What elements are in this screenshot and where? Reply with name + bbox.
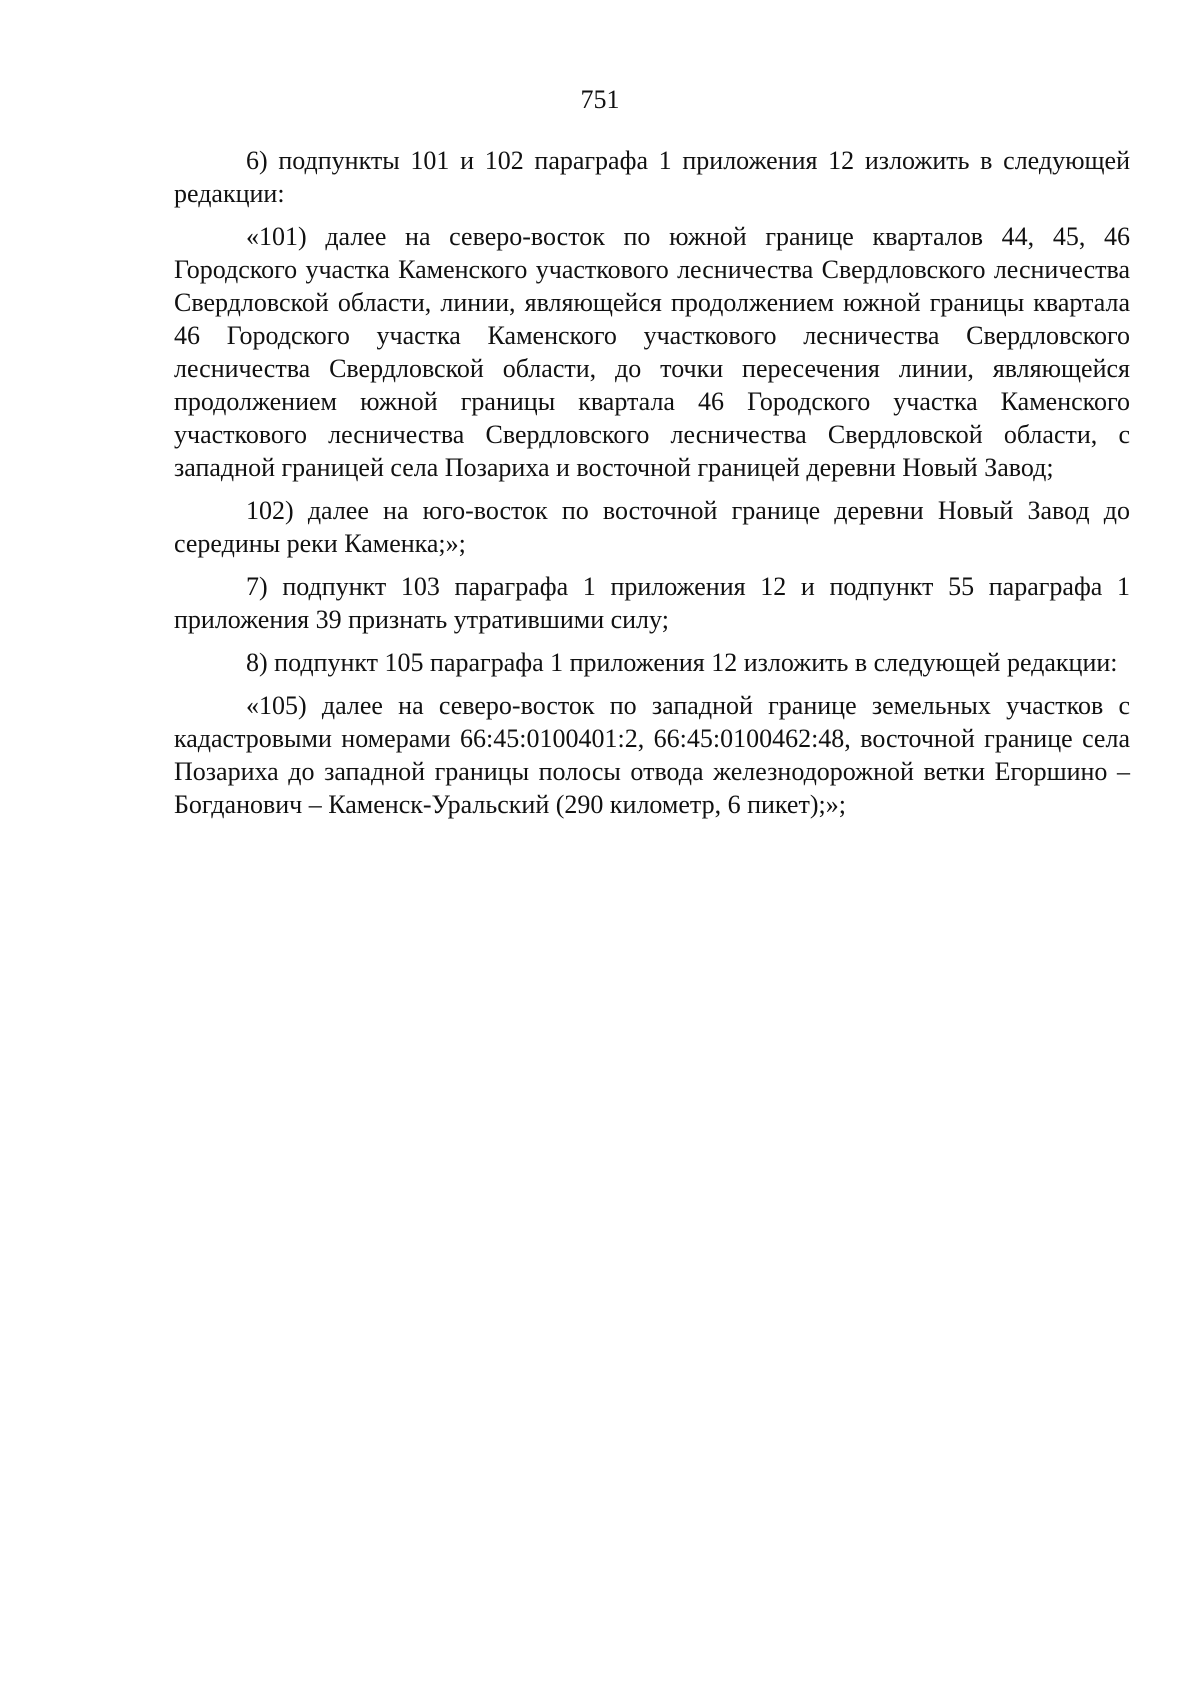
paragraph-item-8: 8) подпункт 105 параграфа 1 приложения 12 изложить в следующей редакции: [246, 648, 1118, 677]
paragraph-item-6: 6) подпункты 101 и 102 параграфа 1 приложения 12 изложить в следующей редакции: [174, 146, 1130, 208]
document-body [174, 144, 1130, 831]
paragraph-item-7: 7) подпункт 103 параграфа 1 приложения 12 и подпункт 55 параграфа 1 приложения 39 признать утратившими силу; [174, 572, 1130, 634]
page-number: 751 [580, 85, 620, 114]
paragraph-subitem-105: «105) далее на северо-восток по западной границе земельных участков с кадастровыми номерами 66:45:0100401:2, 66:45:0100462:48, восточной границе села Позариха до западной границы полосы отвода железнодорожной ветки Егоршино – Богданович – Каменск-Уральский (290 километр, 6 пикет);»; [174, 691, 1130, 819]
paragraph-subitem-102: 102) далее на юго-восток по восточной границе деревни Новый Завод до середины реки Каменка;»; [174, 496, 1130, 558]
paragraph-subitem-101: «101) далее на северо-восток по южной границе кварталов 44, 45, 46 Городского участка Каменского участкового лесничества Свердловского лесничества Свердловской области, линии, являющейся продолжением южной границы квартала 46 Городского участка Каменского участкового лесничества Свердловского лесничества Свердловской области, до точки пересечения линии, являющейся продолжением южной границы квартала 46 Городского участка Каменского участкового лесничества Свердловского лесничества Свердловской области, с западной границей села Позариха и восточной границей деревни Новый Завод; [174, 222, 1130, 482]
